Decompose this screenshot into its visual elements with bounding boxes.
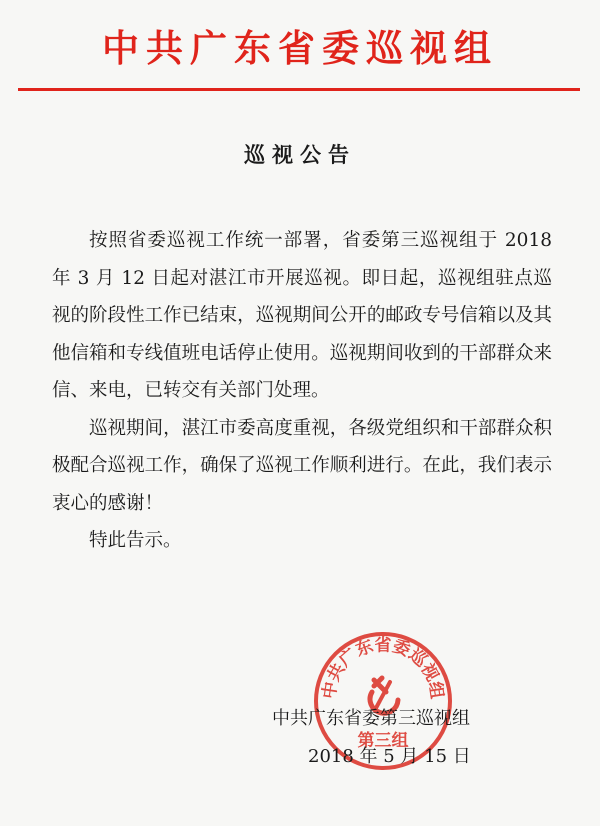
paragraph-2: 巡视期间，湛江市委高度重视，各级党组织和干部群众积极配合巡视工作，确保了巡视工作顺利进行。在此，我们表示衷心的感谢！ (52, 417, 552, 514)
signature-organization: 中共广东省委第三巡视组 (272, 708, 470, 729)
seal-center-text: 第三组 (357, 731, 409, 751)
header-red-rule (18, 88, 580, 91)
header-organization: 中共广东省委巡视组 (102, 26, 498, 70)
signature-date: 2018 年 5 月 15 日 (308, 746, 471, 767)
paragraph-3: 特此告示。 (89, 530, 182, 551)
document-body (52, 222, 552, 560)
document-title: 巡视公告 (244, 143, 356, 167)
seal-arc-text: 中共广东省委巡视组 (319, 635, 447, 701)
paragraph-1: 按照省委巡视工作统一部署，省委第三巡视组于 2018 年 3 月 12 日起对湛江市开展巡视。即日起，巡视组驻点巡视的阶段性工作已结束，巡视期间公开的邮政专号信箱以及其他信箱和专线值班电话停止使用。巡视期间收到的干部群众来信、来电，已转交有关部门处理。 (52, 230, 552, 401)
